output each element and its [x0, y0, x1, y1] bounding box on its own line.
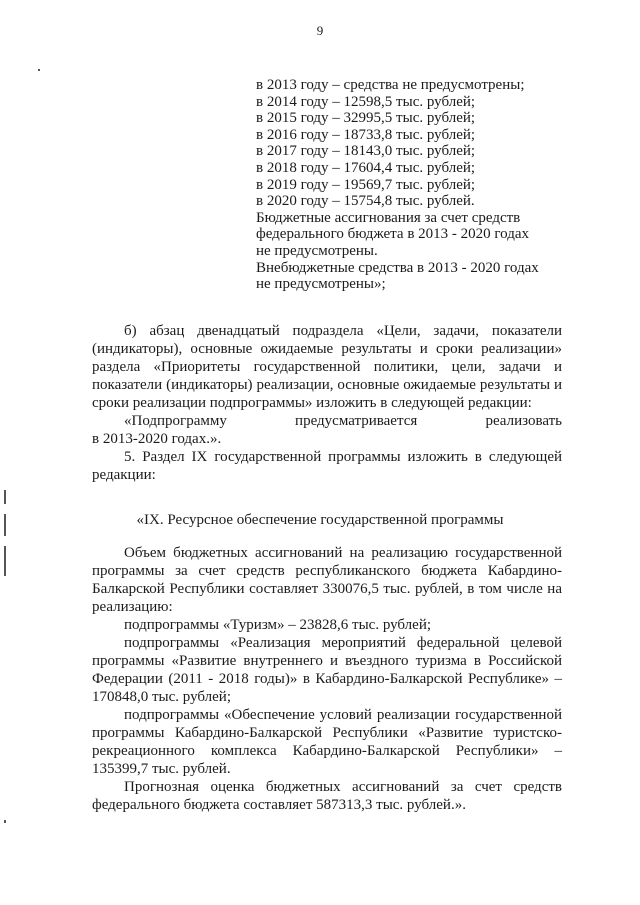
funding-line: в 2017 году – 18143,0 тыс. рублей;: [256, 143, 476, 160]
federal-budget-note: федерального бюджета в 2013 - 2020 годах: [256, 226, 530, 243]
intro-paragraph: Объем бюджетных ассигнований на реализацию государственной программы за счет средств республиканского бюджета Кабардино-Балкарской Республики составляет 330076,5 тыс. рублей, в том числе на реализацию:: [92, 545, 562, 615]
subprogram-item: подпрограммы «Обеспечение условий реализации государственной программы Кабардино-Балкарской Республики «Развитие туристско-рекреационного комплекса Кабардино-Балкарской Республики» – 135399,7 тыс. рублей.: [92, 707, 562, 777]
extra-budget-note: не предусмотрены»;: [256, 276, 386, 293]
quote-line: «Подпрограмму предусматривается реализовать: [124, 413, 562, 429]
subprogram-item: подпрограммы «Туризм» – 23828,6 тыс. рублей;: [124, 617, 432, 633]
section-body: [92, 544, 562, 814]
funding-line: в 2015 году – 32995,5 тыс. рублей;: [256, 110, 476, 127]
funding-line: в 2016 году – 18733,8 тыс. рублей;: [256, 126, 476, 143]
item-5-paragraph: 5. Раздел IX государственной программы изложить в следующей редакции:: [92, 449, 562, 483]
federal-budget-note: не предусмотрены.: [256, 242, 378, 259]
subprogram-item: подпрограммы «Реализация мероприятий федеральной целевой программы «Развитие внутреннего и въездного туризма в Российской Федерации (2011 - 2018 годы)» в Кабардино-Балкарской Республике» – 170848,0 тыс. рублей;: [92, 635, 562, 705]
funding-line: в 2020 году – 15754,8 тыс. рублей.: [256, 193, 475, 210]
forecast-paragraph: Прогнозная оценка бюджетных ассигнований за счет средств федерального бюджета составляет 587313,3 тыс. рублей.».: [92, 779, 562, 813]
scan-mark: [4, 546, 6, 576]
amendment-block: [92, 322, 562, 484]
funding-line: в 2018 году – 17604,4 тыс. рублей;: [256, 159, 476, 176]
extra-budget-note: Внебюджетные средства в 2013 - 2020 годах: [256, 259, 539, 276]
amendment-paragraph: б) абзац двенадцатый подраздела «Цели, задачи, показатели (индикаторы), основные ожидаемые результаты и сроки реализации» раздела «Приоритеты государственной политики, цели, задачи и показатели (индикаторы) реализации, основные ожидаемые результаты и сроки реализации подпрограммы» изложить в следующей редакции:: [92, 323, 562, 411]
scan-mark: [4, 820, 6, 823]
page-number: 9: [316, 23, 324, 38]
quote-line: в 2013-2020 годах.».: [92, 431, 222, 447]
section-heading: «IX. Ресурсное обеспечение государственной программы: [136, 512, 504, 528]
funding-line: в 2013 году – средства не предусмотрены;: [256, 77, 525, 93]
scan-mark: [38, 69, 40, 71]
federal-budget-note: Бюджетные ассигнования за счет средств: [256, 209, 521, 226]
funding-list: [256, 77, 576, 293]
funding-line: в 2014 году – 12598,5 тыс. рублей;: [256, 93, 476, 110]
funding-line: в 2019 году – 19569,7 тыс. рублей;: [256, 176, 476, 193]
scan-mark: [4, 490, 6, 504]
